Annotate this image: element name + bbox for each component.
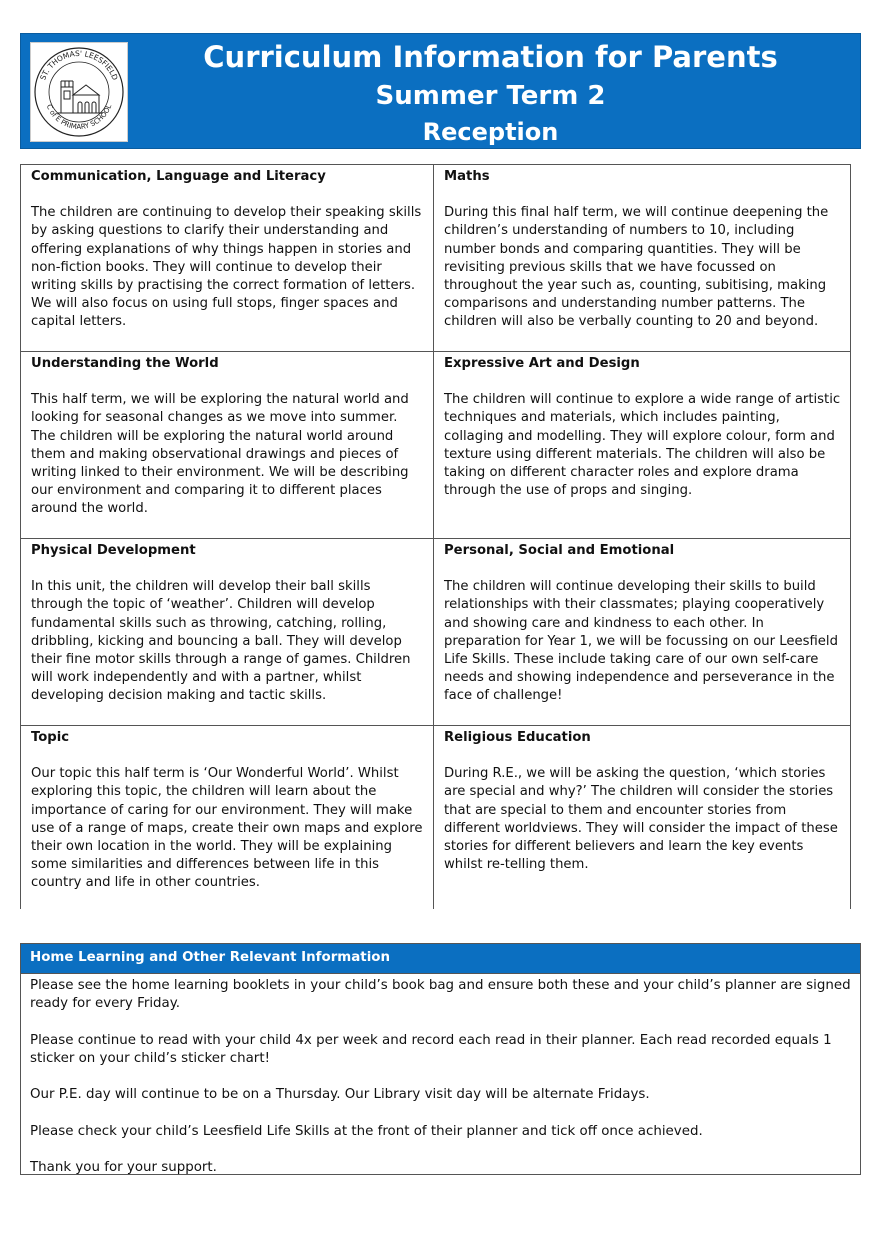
section-cell (21, 726, 434, 910)
section-body: During R.E., we will be asking the question, ‘which stories are special and why?’ The children will consider the stories that are special to them and encounter stories from different worldviews. They will consider the impact of these stories for different believers and learn the key events whilst re-telling them. (444, 766, 838, 873)
section-body: The children are continuing to develop their speaking skills by asking questions to clarify their understanding and offering explanations of why things happen in stories and non-fiction books. They will continue to develop their writing skills by practising the correct formation of letters. We will also focus on using full stops, finger spaces and capital letters. (31, 205, 422, 330)
home-learning-paragraph: Our P.E. day will continue to be on a Thursday. Our Library visit day will be alternate Fridays. (30, 1087, 650, 1103)
section-body: During this final half term, we will continue deepening the children’s understanding of numbers to 10, including number bonds and comparing quantities. They will be revisiting previous skills that we have focussed on throughout the year such as, counting, subitising, making comparisons and understanding number patterns. The children will also be verbally counting to 20 and beyond. (444, 205, 829, 330)
home-learning-box (20, 943, 861, 1175)
section-title: Expressive Art and Design (444, 356, 640, 371)
grid-row (21, 726, 851, 910)
grid-row (21, 539, 851, 726)
section-cell (21, 165, 434, 352)
section-title: Understanding the World (31, 356, 219, 371)
home-learning-paragraph: Please see the home learning booklets in your child’s book bag and ensure both these and your child’s planner are signed ready for every Friday. (30, 978, 851, 1012)
grid-row (21, 165, 851, 352)
section-cell (21, 539, 434, 726)
section-body: The children will continue to explore a wide range of artistic techniques and materials, which includes painting, collaging and modelling. They will explore colour, form and texture using different materials. The children will also be taking on different character roles and explore drama through the use of props and singing. (444, 392, 841, 499)
section-body: The children will continue developing their skills to build relationships with their classmates; playing cooperatively and showing care and kindness to each other. In preparation for Year 1, we will be focussing on our Leesfield Life Skills. These include taking care of our own self-care needs and showing independence and perseverance in the face of challenge! (444, 579, 838, 704)
section-title: Maths (444, 169, 490, 184)
section-cell (21, 352, 434, 539)
section-body: Our topic this half term is ‘Our Wonderful World’. Whilst exploring this topic, the children will learn about the importance of caring for our environment. They will make use of a range of maps, create their own maps and explore their own location in the world. They will be explaining some similarities and differences between life in this country and life in other countries. (31, 766, 423, 891)
class-title: Reception (422, 118, 559, 146)
home-learning-paragraph: Please check your child’s Leesfield Life Skills at the front of their planner and tick off once achieved. (30, 1123, 703, 1139)
school-crest-icon (31, 43, 127, 141)
section-title: Physical Development (31, 543, 196, 558)
section-cell (434, 726, 851, 910)
section-cell (434, 539, 851, 726)
home-learning-title: Home Learning and Other Relevant Information (21, 944, 860, 974)
curriculum-grid (20, 164, 851, 909)
section-title: Personal, Social and Emotional (444, 543, 675, 558)
home-learning-body (21, 974, 860, 1177)
svg-text:ST. THOMAS' LEESFIELD: ST. THOMAS' LEESFIELD (38, 48, 120, 82)
page-header (20, 33, 861, 149)
section-title: Topic (31, 730, 70, 745)
section-title: Religious Education (444, 730, 591, 745)
svg-text:C of E PRIMARY SCHOOL: C of E PRIMARY SCHOOL (44, 103, 114, 132)
home-learning-paragraph: Thank you for your support. (30, 1159, 217, 1175)
section-cell (434, 165, 851, 352)
page-title: Curriculum Information for Parents (203, 40, 778, 74)
section-body: In this unit, the children will develop their ball skills through the topic of ‘weather’. Children will develop fundamental skills such as throwing, catching, rolling, dribbling, kicking and bouncing a ball. They will develop their fine motor skills through a range of games. Children will work independently and with a partner, whilst developing decision making and tactic skills. (31, 579, 411, 704)
school-logo (30, 42, 128, 142)
section-body: This half term, we will be exploring the natural world and looking for seasonal changes as we move into summer. The children will be exploring the natural world around them and making observational drawings and pieces of writing linked to their environment. We will be describing our environment and comparing it to different places around the world. (31, 392, 409, 517)
section-title: Communication, Language and Literacy (31, 169, 326, 184)
term-title: Summer Term 2 (375, 81, 606, 111)
home-learning-paragraph: Please continue to read with your child 4x per week and record each read in their planner. Each read recorded equals 1 sticker on your child’s sticker chart! (30, 1032, 832, 1066)
grid-row (21, 352, 851, 539)
section-cell (434, 352, 851, 539)
